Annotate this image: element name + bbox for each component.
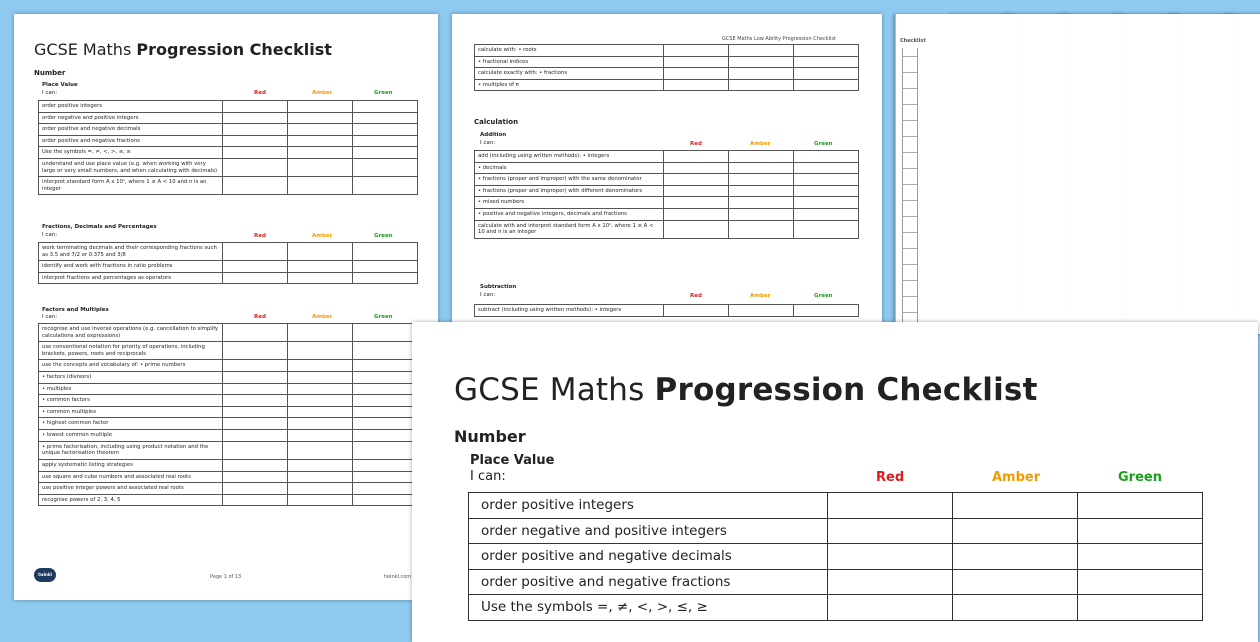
- table-row: [475, 68, 859, 80]
- addition-ican: I can:: [480, 140, 496, 146]
- rag-amber-cell[interactable]: [729, 174, 794, 186]
- table-row: [39, 406, 418, 418]
- front-place-value-heading: Place Value: [470, 453, 555, 468]
- skill-cell: • multiples: [39, 383, 223, 395]
- rag-green-cell[interactable]: [353, 459, 418, 471]
- sheet-row-line: [903, 312, 917, 313]
- skill-cell: • highest common factor: [39, 418, 223, 430]
- table-row: [39, 177, 418, 195]
- sheet-row-line: [903, 200, 917, 201]
- stacked-sheet: [895, 14, 1016, 334]
- rag-red-cell[interactable]: [664, 151, 729, 163]
- subtraction-heading: Subtraction: [480, 284, 517, 290]
- rag-red-cell[interactable]: [223, 177, 288, 195]
- rag-red-label: Red: [254, 233, 266, 239]
- skill-cell: use the concepts and vocabulary of: • prime numbers: [39, 360, 223, 372]
- sheet-row-line: [903, 152, 917, 153]
- table-row: [475, 305, 859, 317]
- factors-ican: I can:: [42, 314, 58, 320]
- rag-amber-cell[interactable]: [288, 459, 353, 471]
- rag-amber-cell[interactable]: [288, 360, 353, 372]
- skill-cell: Use the symbols =, ≠, <, >, ≤, ≥: [469, 595, 828, 621]
- rag-amber-cell[interactable]: [953, 518, 1078, 544]
- rag-red-cell[interactable]: [223, 494, 288, 506]
- rag-green-cell[interactable]: [353, 383, 418, 395]
- rag-red-cell[interactable]: [664, 68, 729, 80]
- rag-amber-cell[interactable]: [729, 151, 794, 163]
- table-row: [469, 544, 1203, 570]
- skill-cell: order positive and negative fractions: [469, 569, 828, 595]
- fractions-ican: I can:: [42, 232, 58, 238]
- rag-amber-label: Amber: [312, 233, 333, 239]
- table-row: [475, 197, 859, 209]
- rag-amber-cell[interactable]: [288, 101, 353, 113]
- skill-cell: • common multiples: [39, 406, 223, 418]
- rag-red-cell[interactable]: [223, 459, 288, 471]
- checklist-page-2: [452, 14, 882, 334]
- twinkl-logo: twinkl: [34, 568, 56, 582]
- rag-green-label: Green: [814, 141, 833, 147]
- page-number: Page 1 of 13: [210, 574, 242, 580]
- rag-red-cell[interactable]: [664, 209, 729, 221]
- skill-cell: recognise and use inverse operations (e.g. cancellation to simplify calculations and expressions): [39, 324, 223, 342]
- table-row: [475, 45, 859, 57]
- skill-cell: calculate exactly with: • fractions: [475, 68, 664, 80]
- table-row: [475, 174, 859, 186]
- rag-red-cell[interactable]: [664, 305, 729, 317]
- skill-cell: use positive integer powers and associated real roots: [39, 483, 223, 495]
- rag-green-cell[interactable]: [794, 305, 859, 317]
- rag-red-cell[interactable]: [664, 79, 729, 91]
- sheet-row-line: [903, 264, 917, 265]
- table-row: [469, 518, 1203, 544]
- table-row: [39, 483, 418, 495]
- rag-amber-cell[interactable]: [729, 68, 794, 80]
- rag-amber-cell[interactable]: [288, 418, 353, 430]
- rag-red-cell[interactable]: [223, 272, 288, 284]
- skill-cell: • multiples of π: [475, 79, 664, 91]
- sheet-row-line: [903, 168, 917, 169]
- rag-green-cell[interactable]: [353, 483, 418, 495]
- rag-amber-cell[interactable]: [288, 395, 353, 407]
- front-rag-amber-label: Amber: [992, 470, 1041, 485]
- table-row: [39, 261, 418, 273]
- skill-cell: • common factors: [39, 395, 223, 407]
- rag-green-cell[interactable]: [353, 471, 418, 483]
- skill-cell: apply systematic listing strategies: [39, 459, 223, 471]
- rag-amber-cell[interactable]: [729, 185, 794, 197]
- rag-amber-cell[interactable]: [729, 197, 794, 209]
- rag-green-cell[interactable]: [1078, 544, 1203, 570]
- rag-red-cell[interactable]: [223, 159, 288, 177]
- rag-red-cell[interactable]: [664, 56, 729, 68]
- rag-red-cell[interactable]: [223, 112, 288, 124]
- rag-amber-label: Amber: [312, 90, 333, 96]
- rag-green-cell[interactable]: [794, 209, 859, 221]
- rag-amber-cell[interactable]: [288, 483, 353, 495]
- table-row: [475, 209, 859, 221]
- factors-table: [38, 323, 418, 506]
- rag-green-cell[interactable]: [353, 430, 418, 442]
- table-row: [475, 185, 859, 197]
- skill-cell: • fractions (proper and improper) with different denominators: [475, 185, 664, 197]
- rag-red-cell[interactable]: [223, 406, 288, 418]
- rag-red-cell[interactable]: [223, 147, 288, 159]
- rag-green-cell[interactable]: [794, 68, 859, 80]
- rag-red-cell[interactable]: [223, 372, 288, 384]
- rag-green-cell[interactable]: [353, 147, 418, 159]
- rag-green-cell[interactable]: [794, 185, 859, 197]
- skill-cell: • prime factorisation, including using product notation and the unique factorisation theorem: [39, 441, 223, 459]
- skill-cell: order positive integers: [39, 101, 223, 113]
- rag-green-cell[interactable]: [353, 101, 418, 113]
- skill-cell: order positive and negative decimals: [469, 544, 828, 570]
- front-place-value-table: [468, 492, 1203, 621]
- table-row: [469, 595, 1203, 621]
- rag-amber-cell[interactable]: [288, 342, 353, 360]
- rag-green-cell[interactable]: [1078, 595, 1203, 621]
- place-value-ican: I can:: [42, 90, 58, 96]
- skill-cell: • fractional indices: [475, 56, 664, 68]
- rag-green-label: Green: [374, 314, 393, 320]
- table-row: [475, 220, 859, 238]
- table-row: [475, 151, 859, 163]
- rag-amber-cell[interactable]: [953, 544, 1078, 570]
- table-row: [39, 418, 418, 430]
- skill-cell: use square and cube numbers and associated real roots: [39, 471, 223, 483]
- front-rag-green-label: Green: [1118, 470, 1162, 485]
- skill-cell: add (including using written methods): • integers: [475, 151, 664, 163]
- skill-cell: order negative and positive integers: [469, 518, 828, 544]
- rag-green-cell[interactable]: [353, 135, 418, 147]
- rag-green-cell[interactable]: [353, 441, 418, 459]
- rag-amber-label: Amber: [750, 141, 771, 147]
- table-row: [39, 494, 418, 506]
- rag-green-cell[interactable]: [353, 418, 418, 430]
- sheet-row-line: [903, 104, 917, 105]
- skill-cell: • fractions (proper and improper) with the same denominator: [475, 174, 664, 186]
- skill-cell: recognise powers of 2, 3, 4, 5: [39, 494, 223, 506]
- rag-amber-cell[interactable]: [729, 79, 794, 91]
- rag-green-cell[interactable]: [794, 79, 859, 91]
- checklist-page-1: [14, 14, 438, 600]
- rag-amber-cell[interactable]: [288, 177, 353, 195]
- sheet-row-line: [903, 216, 917, 217]
- skill-cell: understand and use place value (e.g. when working with very large or very small numbers, and when calculating with decimals): [39, 159, 223, 177]
- rag-green-cell[interactable]: [794, 151, 859, 163]
- number-heading: Number: [34, 69, 66, 77]
- rag-amber-cell[interactable]: [288, 471, 353, 483]
- rag-green-cell[interactable]: [353, 395, 418, 407]
- rag-green-cell[interactable]: [794, 220, 859, 238]
- table-row: [39, 430, 418, 442]
- rag-amber-cell[interactable]: [729, 45, 794, 57]
- rag-amber-cell[interactable]: [288, 243, 353, 261]
- front-rag-red-label: Red: [876, 470, 905, 485]
- rag-red-cell[interactable]: [828, 544, 953, 570]
- rag-amber-cell[interactable]: [729, 220, 794, 238]
- rag-amber-cell[interactable]: [953, 493, 1078, 519]
- front-number-heading: Number: [454, 427, 526, 446]
- table-row: [475, 79, 859, 91]
- rag-red-cell[interactable]: [223, 124, 288, 136]
- rag-red-cell[interactable]: [664, 45, 729, 57]
- page-header: GCSE Maths Low Ability Progression Checklist: [722, 36, 836, 42]
- place-value-table: [38, 100, 418, 195]
- sheet-row-line: [903, 120, 917, 121]
- rag-red-cell[interactable]: [223, 261, 288, 273]
- skill-cell: calculate with and interpret standard form A x 10ⁿ, where 1 ≤ A < 10 and n is an integer: [475, 220, 664, 238]
- skill-cell: interpret standard form A x 10ⁿ, where 1 ≤ A < 10 and n is an integer: [39, 177, 223, 195]
- table-row: [39, 324, 418, 342]
- rag-amber-cell[interactable]: [288, 372, 353, 384]
- rag-red-cell[interactable]: [223, 395, 288, 407]
- rag-red-cell[interactable]: [223, 324, 288, 342]
- checklist-front-page: [412, 322, 1258, 642]
- rag-green-cell[interactable]: [353, 372, 418, 384]
- table-row: [39, 147, 418, 159]
- table-row: [39, 372, 418, 384]
- skill-cell: • mixed numbers: [475, 197, 664, 209]
- table-row: [39, 441, 418, 459]
- rag-green-cell[interactable]: [794, 197, 859, 209]
- table-row: [39, 159, 418, 177]
- rag-red-cell[interactable]: [223, 342, 288, 360]
- rag-red-cell[interactable]: [223, 383, 288, 395]
- sheet-header: Checklist: [900, 38, 926, 44]
- skill-cell: order positive and negative decimals: [39, 124, 223, 136]
- skill-cell: identify and work with fractions in ratio problems: [39, 261, 223, 273]
- table-row: [39, 395, 418, 407]
- rag-red-cell[interactable]: [223, 135, 288, 147]
- rag-red-cell[interactable]: [223, 483, 288, 495]
- skill-cell: interpret fractions and percentages as operators: [39, 272, 223, 284]
- skill-cell: order negative and positive integers: [39, 112, 223, 124]
- rag-red-cell[interactable]: [828, 493, 953, 519]
- rag-green-label: Green: [814, 293, 833, 299]
- rag-red-cell[interactable]: [223, 471, 288, 483]
- rag-red-cell[interactable]: [828, 595, 953, 621]
- sheet-row-line: [903, 184, 917, 185]
- rag-amber-cell[interactable]: [288, 430, 353, 442]
- sheet-row-line: [903, 136, 917, 137]
- rag-red-cell[interactable]: [223, 418, 288, 430]
- factors-heading: Factors and Multiples: [42, 307, 109, 313]
- rag-amber-cell[interactable]: [288, 272, 353, 284]
- table-row: [39, 112, 418, 124]
- rag-green-cell[interactable]: [794, 56, 859, 68]
- sheet-row-line: [903, 296, 917, 297]
- rag-amber-cell[interactable]: [729, 305, 794, 317]
- skill-cell: • factors (divisors): [39, 372, 223, 384]
- rag-amber-cell[interactable]: [288, 147, 353, 159]
- rag-amber-cell[interactable]: [288, 406, 353, 418]
- rag-green-cell[interactable]: [353, 124, 418, 136]
- addition-table: [474, 150, 859, 239]
- subtraction-table: [474, 304, 859, 317]
- rag-amber-cell[interactable]: [288, 261, 353, 273]
- fractions-heading: Fractions, Decimals and Percentages: [42, 224, 157, 230]
- place-value-heading: Place Value: [42, 82, 78, 88]
- rag-green-cell[interactable]: [353, 324, 418, 342]
- skill-cell: use conventional notation for priority of operations, including brackets, powers, roots and reciprocals: [39, 342, 223, 360]
- rag-amber-cell[interactable]: [288, 135, 353, 147]
- table-row: [39, 101, 418, 113]
- rag-green-cell[interactable]: [1078, 569, 1203, 595]
- rag-amber-cell[interactable]: [729, 56, 794, 68]
- page-title: GCSE Maths Progression Checklist: [34, 40, 332, 59]
- front-title: GCSE Maths Progression Checklist: [454, 372, 1038, 408]
- footer-site: twinkl.com: [384, 574, 412, 580]
- rag-amber-cell[interactable]: [288, 494, 353, 506]
- rag-red-cell[interactable]: [664, 185, 729, 197]
- sheet-row-line: [903, 248, 917, 249]
- rag-amber-label: Amber: [312, 314, 333, 320]
- rag-amber-cell[interactable]: [288, 124, 353, 136]
- table-row: [39, 272, 418, 284]
- rag-green-cell[interactable]: [353, 494, 418, 506]
- rag-amber-cell[interactable]: [953, 569, 1078, 595]
- rag-green-cell[interactable]: [794, 174, 859, 186]
- sheet-row-line: [903, 88, 917, 89]
- rag-green-cell[interactable]: [353, 159, 418, 177]
- rag-green-cell[interactable]: [353, 261, 418, 273]
- rag-red-cell[interactable]: [664, 162, 729, 174]
- rag-green-cell[interactable]: [353, 243, 418, 261]
- sheet-row-line: [903, 56, 917, 57]
- fractions-table: [38, 242, 418, 284]
- table-row: [39, 471, 418, 483]
- calculation-heading: Calculation: [474, 118, 519, 126]
- rag-amber-cell[interactable]: [288, 159, 353, 177]
- rag-red-cell[interactable]: [223, 101, 288, 113]
- rag-amber-cell[interactable]: [729, 209, 794, 221]
- rag-green-cell[interactable]: [353, 360, 418, 372]
- skill-cell: order positive and negative fractions: [39, 135, 223, 147]
- rag-green-cell[interactable]: [1078, 493, 1203, 519]
- table-row: [475, 56, 859, 68]
- skill-cell: subtract (including using written methods): • integers: [475, 305, 664, 317]
- rag-amber-label: Amber: [750, 293, 771, 299]
- rag-red-cell[interactable]: [223, 441, 288, 459]
- table-row: [39, 135, 418, 147]
- subtraction-ican: I can:: [480, 292, 496, 298]
- rag-amber-cell[interactable]: [288, 383, 353, 395]
- skill-cell: • decimals: [475, 162, 664, 174]
- rag-green-cell[interactable]: [353, 406, 418, 418]
- rag-green-label: Green: [374, 233, 393, 239]
- rag-red-cell[interactable]: [664, 220, 729, 238]
- rag-red-label: Red: [254, 90, 266, 96]
- rag-red-label: Red: [690, 141, 702, 147]
- skill-cell: work terminating decimals and their corresponding fractions such as 3.5 and 7/2 or 0.375 and 3/8: [39, 243, 223, 261]
- rag-green-cell[interactable]: [353, 272, 418, 284]
- table-row: [39, 243, 418, 261]
- skill-cell: Use the symbols =, ≠, <, >, ≤, ≥: [39, 147, 223, 159]
- top-table: [474, 44, 859, 91]
- rag-red-cell[interactable]: [223, 430, 288, 442]
- rag-green-cell[interactable]: [1078, 518, 1203, 544]
- sheet-row-line: [903, 280, 917, 281]
- rag-green-label: Green: [374, 90, 393, 96]
- sheet-row-line: [903, 72, 917, 73]
- rag-red-cell[interactable]: [664, 197, 729, 209]
- skill-cell: calculate with: • roots: [475, 45, 664, 57]
- table-row: [469, 493, 1203, 519]
- table-row: [39, 383, 418, 395]
- rag-red-cell[interactable]: [828, 569, 953, 595]
- rag-red-cell[interactable]: [828, 518, 953, 544]
- table-row: [39, 360, 418, 372]
- rag-amber-cell[interactable]: [729, 162, 794, 174]
- addition-heading: Addition: [480, 132, 507, 138]
- table-row: [39, 459, 418, 471]
- table-row: [469, 569, 1203, 595]
- table-row: [39, 124, 418, 136]
- rag-amber-cell[interactable]: [288, 324, 353, 342]
- rag-green-cell[interactable]: [353, 112, 418, 124]
- rag-amber-cell[interactable]: [288, 112, 353, 124]
- rag-green-cell[interactable]: [794, 162, 859, 174]
- rag-green-cell[interactable]: [353, 342, 418, 360]
- sheet-row-line: [903, 232, 917, 233]
- table-row: [39, 342, 418, 360]
- rag-amber-cell[interactable]: [953, 595, 1078, 621]
- skill-cell: • positive and negative integers, decimals and fractions: [475, 209, 664, 221]
- table-row: [475, 162, 859, 174]
- front-ican: I can:: [470, 469, 506, 484]
- rag-red-label: Red: [690, 293, 702, 299]
- skill-cell: order positive integers: [469, 493, 828, 519]
- skill-cell: • lowest common multiple: [39, 430, 223, 442]
- rag-green-cell[interactable]: [794, 45, 859, 57]
- rag-amber-cell[interactable]: [288, 441, 353, 459]
- rag-red-cell[interactable]: [223, 243, 288, 261]
- rag-red-cell[interactable]: [664, 174, 729, 186]
- rag-red-label: Red: [254, 314, 266, 320]
- rag-red-cell[interactable]: [223, 360, 288, 372]
- sheet-column: [902, 48, 918, 334]
- rag-green-cell[interactable]: [353, 177, 418, 195]
